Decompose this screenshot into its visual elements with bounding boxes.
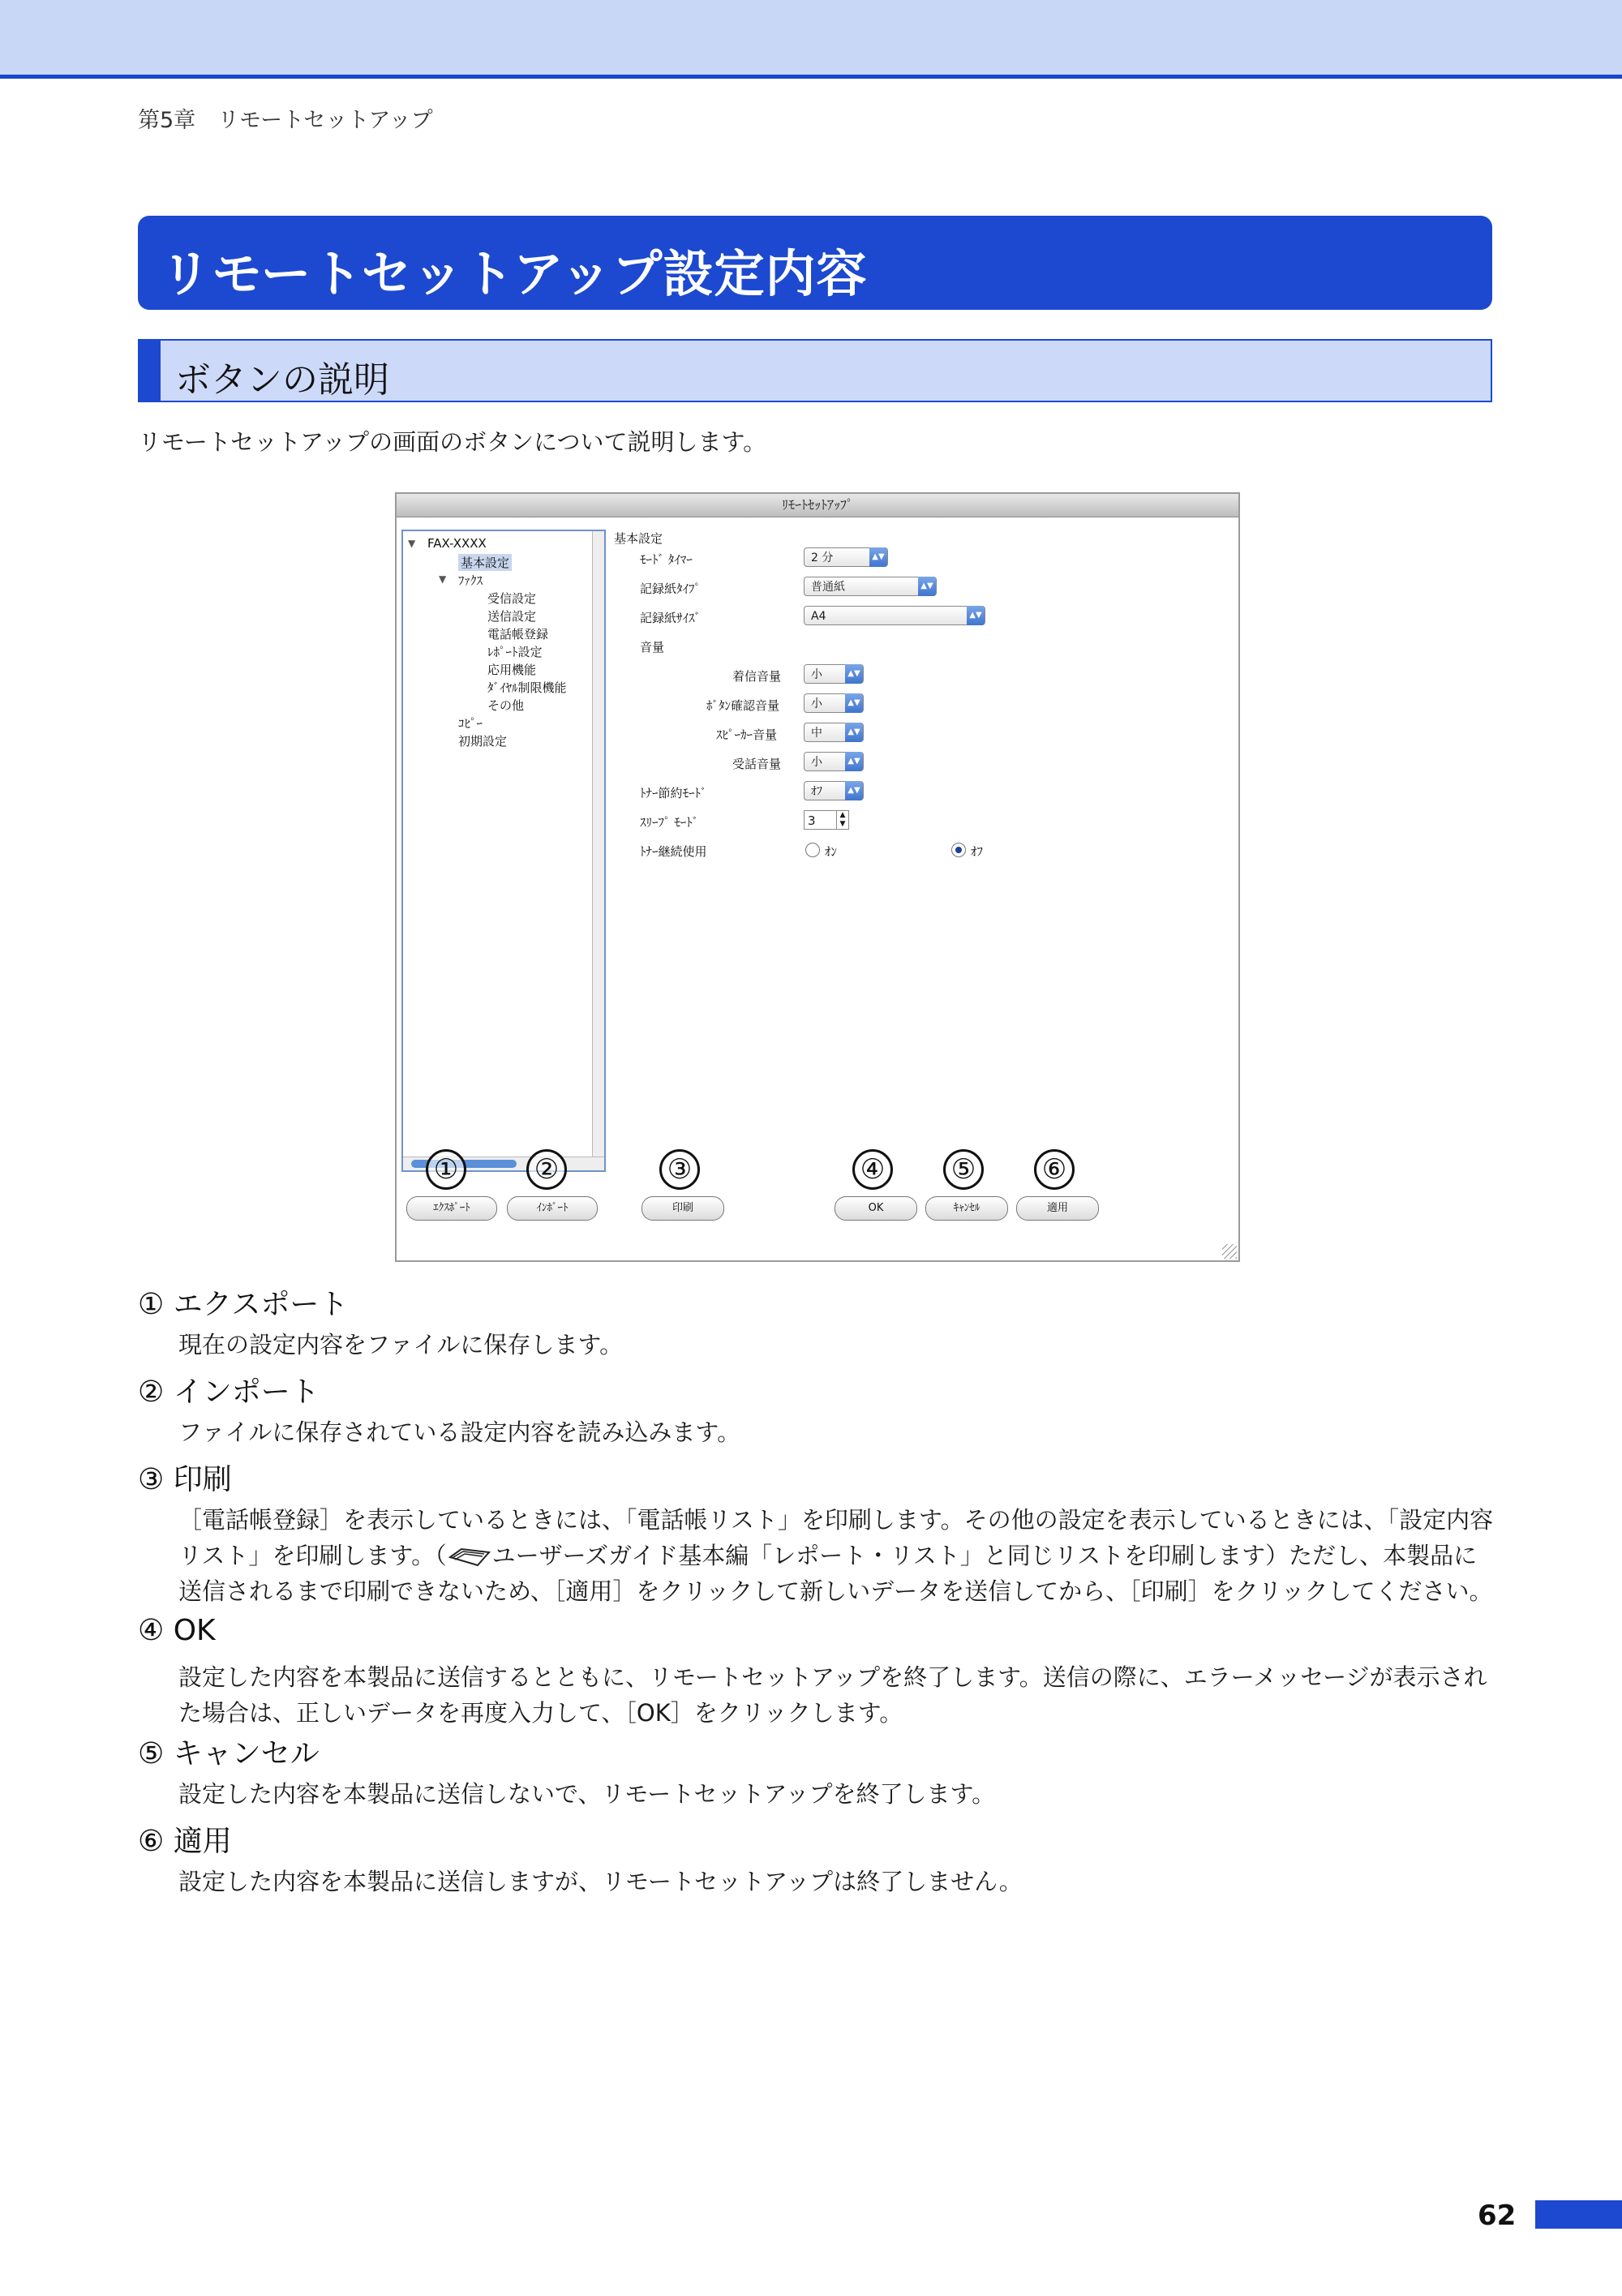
toner-continue-off-radio[interactable] <box>951 843 966 857</box>
print-button[interactable]: 印刷 <box>642 1196 724 1221</box>
tree-item-fax[interactable]: ﾌｧｸｽ <box>458 573 483 588</box>
item-apply-text: 設定した内容を本製品に送信しますが、リモートセットアップは終了しません。 <box>178 1868 1023 1895</box>
paper-size-label: 記録紙ｻｲｽﾞ <box>640 611 702 625</box>
expand-triangle-icon[interactable]: ▼ <box>408 538 416 549</box>
volume-label: 音量 <box>640 640 665 654</box>
item-import-text: ファイルに保存されている設定内容を読み込みます。 <box>178 1418 741 1446</box>
panel-heading: 基本設定 <box>614 531 663 546</box>
page-number: 62 <box>1478 2199 1517 2232</box>
item-ok-title: ④ OK <box>138 1614 216 1647</box>
toner-continue-label: ﾄﾅｰ継続使用 <box>640 844 707 859</box>
export-button[interactable]: ｴｸｽﾎﾟｰﾄ <box>406 1196 497 1221</box>
resize-grip-icon[interactable] <box>1222 1244 1237 1259</box>
intro-text: リモートセットアップの画面のボタンについて説明します。 <box>138 428 767 456</box>
speaker-volume-select[interactable]: 中 ▲▼ <box>804 723 864 742</box>
popup-arrows-icon: ▲▼ <box>845 752 863 771</box>
popup-arrows-icon: ▲▼ <box>845 664 863 684</box>
tree-item-receive[interactable]: 受信設定 <box>487 591 537 606</box>
tree-item-initial[interactable]: 初期設定 <box>458 734 508 749</box>
remote-setup-window <box>395 492 1240 1262</box>
item-ok-text: 設定した内容を本製品に送信するとともに、リモートセットアップを終了します。送信の際に、エラーメッセージが表示された場合は、正しいデータを再度入力して、［OK］をクリックします。 <box>178 1663 1487 1727</box>
paper-type-label: 記録紙ﾀｲﾌﾟ <box>640 582 702 596</box>
popup-arrows-icon: ▲▼ <box>845 781 863 800</box>
tree-item-dial-restrict[interactable]: ﾀﾞｲﾔﾙ制限機能 <box>487 680 567 695</box>
tree-item-send[interactable]: 送信設定 <box>487 609 537 624</box>
callout-4: ④ <box>852 1149 893 1190</box>
toner-save-label: ﾄﾅｰ節約ﾓｰﾄﾞ <box>640 786 707 800</box>
item-print-text: ［電話帳登録］を表示しているときには、「電話帳リスト」を印刷します。その他の設定を表示しているときには、「設定内容リスト」を印刷します。（ ユーザーズガイド基本編「レポート・リスト」と同じリストを印刷します）ただし、本製品に送信されるまで印刷できないため、［適用］をクリックして新しいデータを送信してから、［印刷］をクリックしてください。 <box>178 1506 1494 1605</box>
beep-volume-select[interactable]: 小 ▲▼ <box>804 693 864 713</box>
tree-item-phonebook[interactable]: 電話帳登録 <box>487 627 549 642</box>
window-title: ﾘﾓｰﾄｾｯﾄｱｯﾌﾟ <box>397 494 1238 517</box>
tree-item-basic[interactable]: 基本設定 <box>458 554 512 571</box>
popup-arrows-icon: ▲▼ <box>845 723 863 742</box>
mode-timer-label: ﾓｰﾄﾞ ﾀｲﾏｰ <box>640 552 693 567</box>
popup-arrows-icon: ▲▼ <box>918 577 936 596</box>
item-cancel-title: ⑤ キャンセル <box>138 1737 320 1770</box>
toner-continue-off-label: ｵﾌ <box>971 844 984 859</box>
item-apply-title: ⑥ 適用 <box>138 1825 232 1858</box>
callout-6: ⑥ <box>1034 1149 1075 1190</box>
callout-1: ① <box>426 1149 466 1190</box>
paper-type-select[interactable]: 普通紙 ▲▼ <box>804 577 937 596</box>
cancel-button[interactable]: ｷｬﾝｾﾙ <box>925 1196 1008 1221</box>
toner-continue-on-radio[interactable] <box>805 843 820 857</box>
book-icon <box>447 1547 492 1568</box>
settings-tree[interactable] <box>401 530 606 1172</box>
beep-volume-label: ﾎﾞﾀﾝ確認音量 <box>706 698 780 713</box>
vertical-scrollbar[interactable] <box>592 531 604 1170</box>
tree-item-other[interactable]: その他 <box>487 698 525 713</box>
speaker-volume-label: ｽﾋﾟｰｶｰ音量 <box>716 727 778 742</box>
expand-triangle-icon[interactable]: ▼ <box>439 573 447 585</box>
popup-arrows-icon: ▲▼ <box>845 693 863 713</box>
paper-size-select[interactable]: A4 ▲▼ <box>804 606 985 625</box>
toner-save-select[interactable]: ｵﾌ ▲▼ <box>804 781 864 800</box>
ring-volume-label: 着信音量 <box>732 669 782 684</box>
section-heading: ボタンの説明 <box>138 339 1492 402</box>
handset-volume-select[interactable]: 小 ▲▼ <box>804 752 864 771</box>
popup-arrows-icon: ▲▼ <box>869 547 887 567</box>
item-export-text: 現在の設定内容をファイルに保存します。 <box>178 1331 624 1358</box>
ring-volume-select[interactable]: 小 ▲▼ <box>804 664 864 684</box>
item-cancel-text: 設定した内容を本製品に送信しないで、リモートセットアップを終了します。 <box>178 1780 996 1808</box>
tree-item-advanced[interactable]: 応用機能 <box>487 663 537 677</box>
tree-item-copy[interactable]: ｺﾋﾟｰ <box>458 716 483 731</box>
handset-volume-label: 受話音量 <box>732 757 782 771</box>
item-import-title: ② インポート <box>138 1375 320 1409</box>
stepper-arrows-icon[interactable]: ▲ ▼ <box>836 811 848 829</box>
callout-2: ② <box>526 1149 567 1190</box>
chapter-label: 第5章 リモートセットアップ <box>138 108 433 133</box>
tree-root[interactable]: FAX-XXXX <box>427 536 487 551</box>
callout-5: ⑤ <box>943 1149 984 1190</box>
header-band <box>0 0 1622 79</box>
tree-item-report[interactable]: ﾚﾎﾟｰﾄ設定 <box>487 645 543 659</box>
toner-continue-on-label: ｵﾝ <box>825 844 838 859</box>
import-button[interactable]: ｲﾝﾎﾟｰﾄ <box>507 1196 598 1221</box>
item-print-title: ③ 印刷 <box>138 1463 232 1496</box>
item-export-title: ① エクスポート <box>138 1288 349 1321</box>
ok-button[interactable]: OK <box>835 1196 917 1221</box>
page-title: リモートセットアップ設定内容 <box>138 216 1492 310</box>
sleep-mode-label: ｽﾘｰﾌﾟ ﾓｰﾄﾞ <box>640 815 699 830</box>
apply-button[interactable]: 適用 <box>1016 1196 1099 1221</box>
sleep-mode-stepper[interactable]: 3 ▲ ▼ <box>804 810 849 830</box>
callout-3: ③ <box>659 1149 700 1190</box>
popup-arrows-icon: ▲▼ <box>967 606 985 625</box>
mode-timer-select[interactable]: 2 分 ▲▼ <box>804 547 888 567</box>
page-number-bar <box>1535 2200 1622 2229</box>
